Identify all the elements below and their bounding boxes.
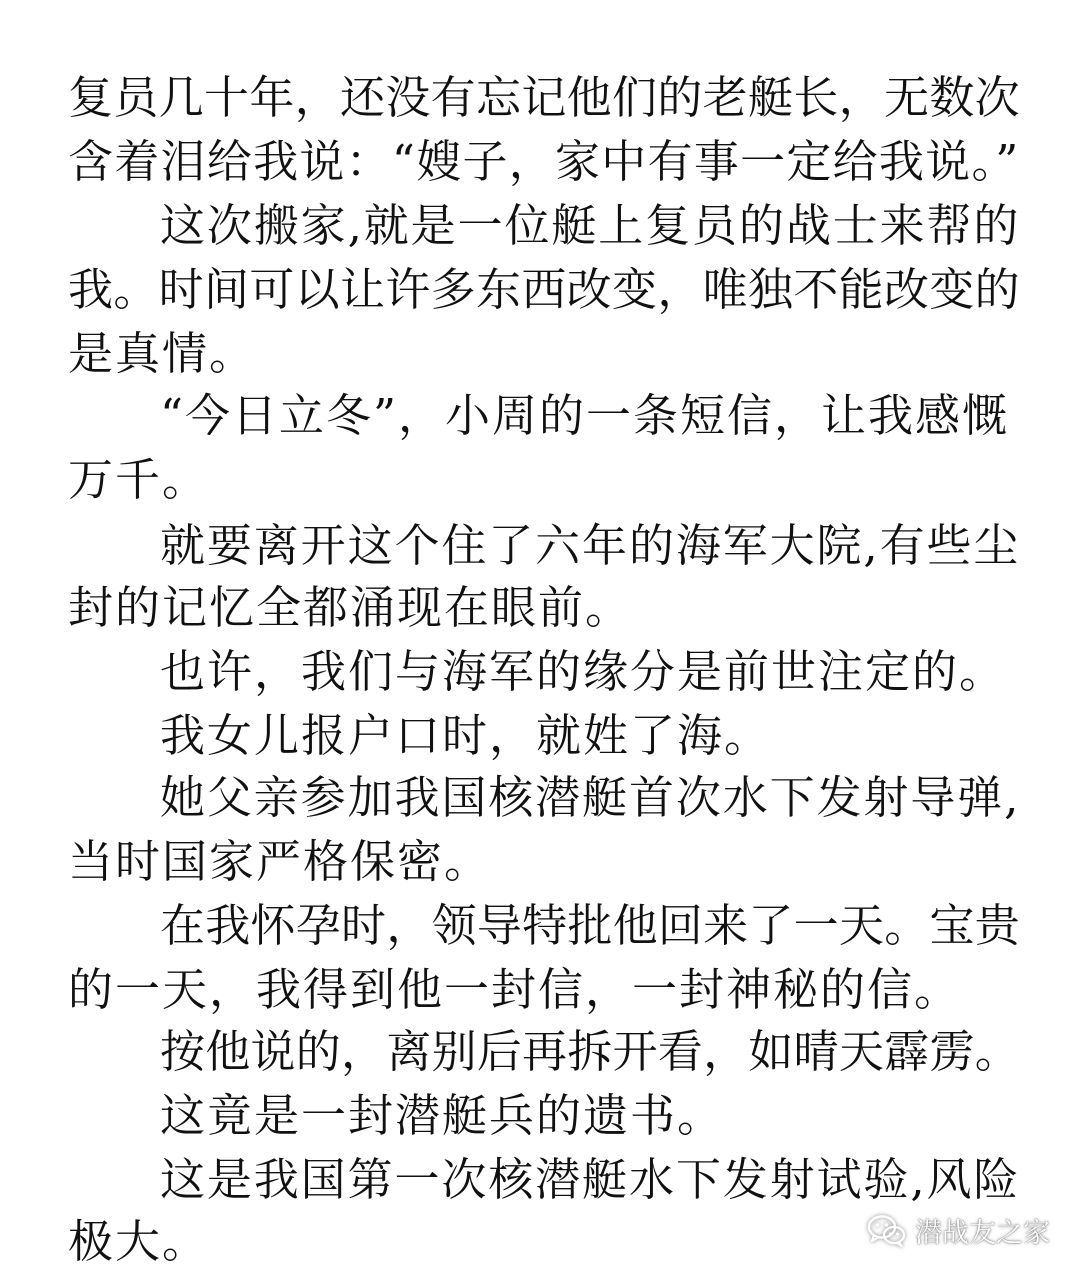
- text-line-19: 极大。: [68, 1215, 210, 1268]
- text-line-4: 我。时间可以让许多东西改变，唯独不能改变的: [68, 263, 1021, 316]
- watermark: [867, 1211, 1050, 1250]
- text-line-8: 就要离开这个住了六年的海军大院,有些尘: [160, 519, 1021, 572]
- text-line-10: 也许，我们与海军的缘分是前世注定的。: [160, 645, 1007, 698]
- text-line-11: 我女儿报户口时，就姓了海。: [160, 709, 772, 762]
- text-line-2: 含着泪给我说：“嫂子，家中有事一定给我说。”: [68, 135, 1020, 188]
- text-line-12: 她父亲参加我国核潜艇首次水下发射导弹,: [160, 771, 1021, 824]
- text-line-9: 封的记忆全都涌现在眼前。: [68, 581, 633, 634]
- text-line-16: 按他说的，离别后再拆开看，如晴天霹雳。: [160, 1025, 1021, 1078]
- text-line-15: 的一天，我得到他一封信，一封神秘的信。: [68, 963, 962, 1016]
- watermark-label: 潜战友之家: [915, 1218, 1050, 1249]
- text-line-17: 这竟是一封潜艇兵的遗书。: [160, 1089, 725, 1142]
- text-line-1: 复员几十年，还没有忘记他们的老艇长，无数次: [68, 71, 1021, 124]
- text-line-7: 万千。: [68, 453, 210, 506]
- wechat-icon: [867, 1214, 907, 1248]
- text-line-13: 当时国家严格保密。: [68, 835, 492, 888]
- text-line-18: 这是我国第一次核潜艇水下发射试验,风险: [160, 1153, 1021, 1206]
- text-line-5: 是真情。: [68, 327, 257, 380]
- text-line-6: “今日立冬”，小周的一条短信，让我感慨: [160, 389, 1010, 442]
- text-line-3: 这次搬家,就是一位艇上复员的战士来帮的: [160, 199, 1021, 252]
- text-line-14: 在我怀孕时，领导特批他回来了一天。宝贵: [160, 899, 1021, 952]
